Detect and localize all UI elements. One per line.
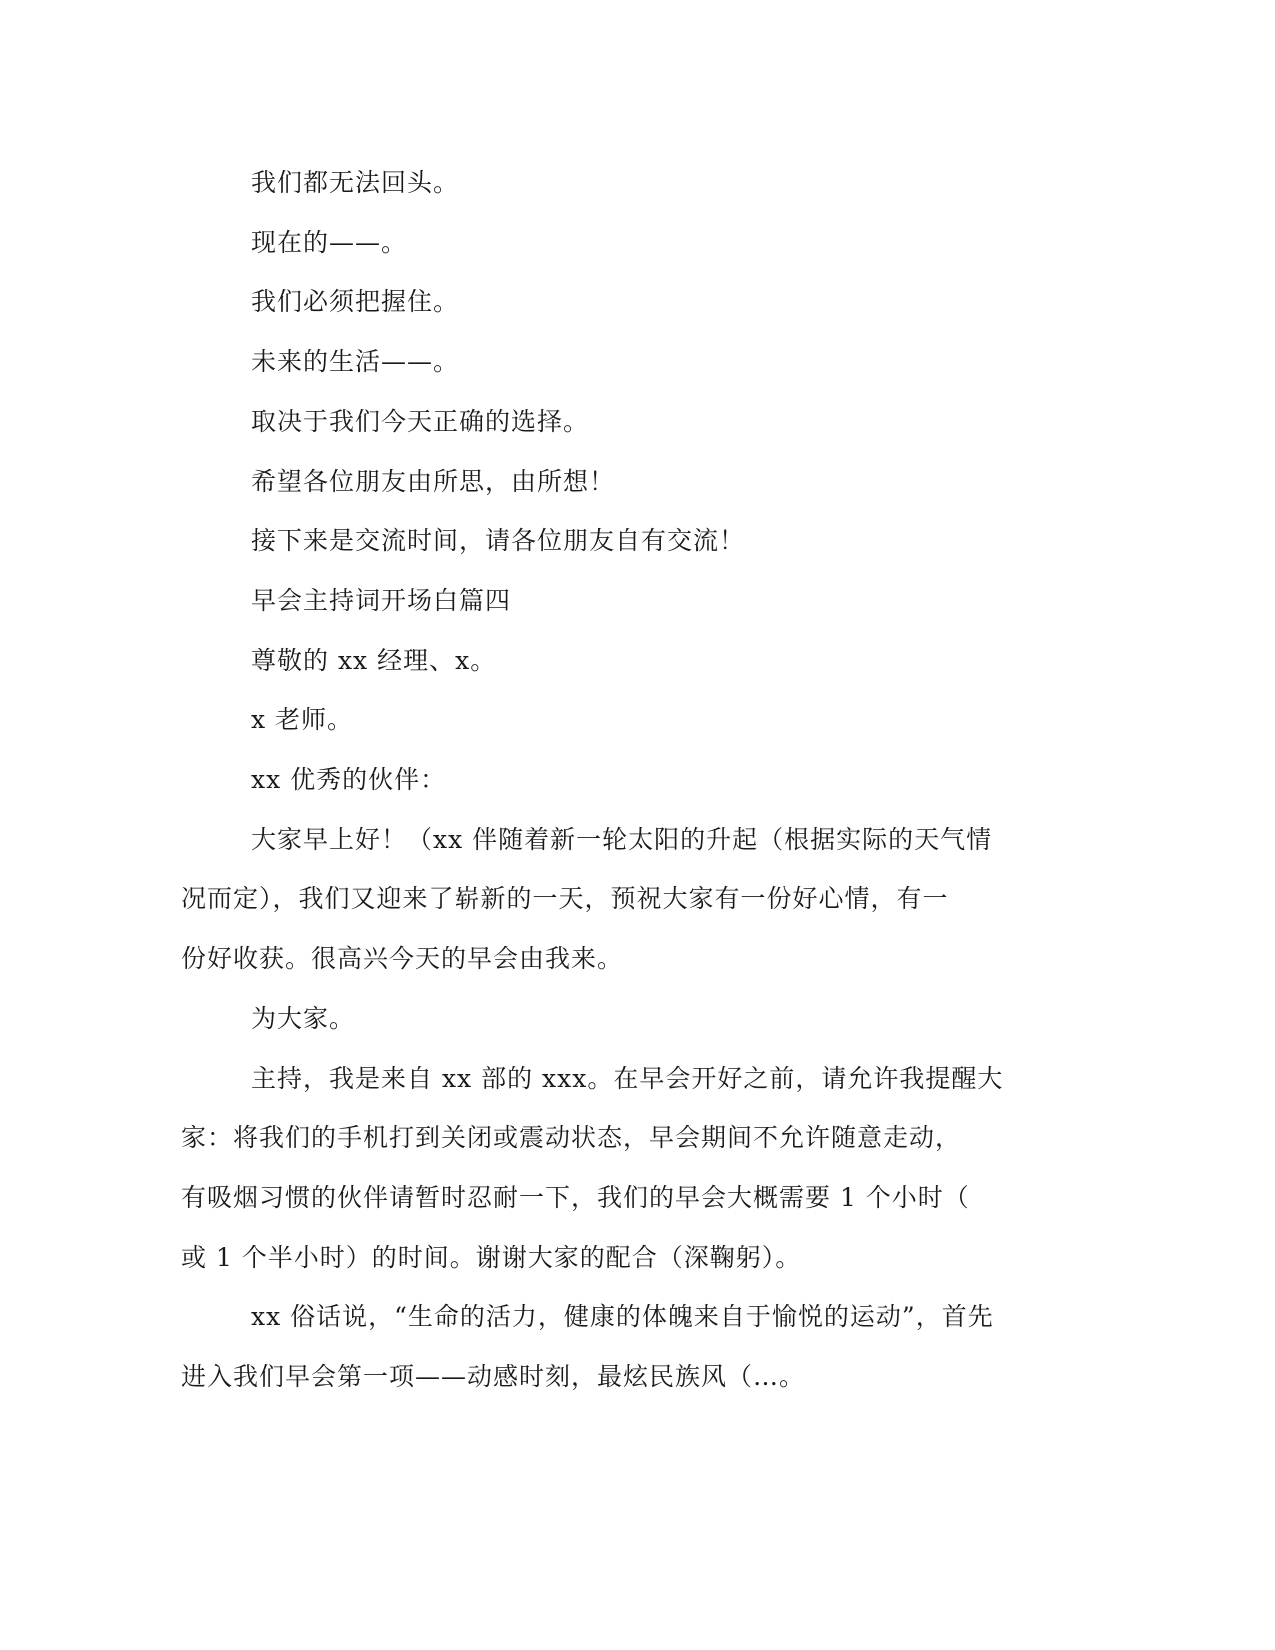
paragraph-line: 有吸烟习惯的伙伴请暂时忍耐一下，我们的早会大概需要 1 个小时（ — [181, 1182, 970, 1212]
paragraph-line: 或 1 个半小时）的时间。谢谢大家的配合（深鞠躬）。 — [181, 1242, 802, 1272]
paragraph-line: 份好收获。很高兴今天的早会由我来。 — [181, 944, 624, 974]
text-line: 取决于我们今天正确的选择。 — [251, 406, 590, 436]
text-line: 我们都无法回头。 — [251, 168, 460, 197]
text-line: 尊敬的 xx 经理、x。 — [251, 645, 497, 675]
paragraph-line: 主持，我是来自 xx 部的 xxx。在早会开好之前，请允许我提醒大 — [251, 1063, 1004, 1093]
text-line: 接下来是交流时间，请各位朋友自有交流！ — [251, 526, 746, 556]
text-line: 现在的——。 — [251, 227, 408, 257]
text-line: 为大家。 — [251, 1003, 356, 1033]
paragraph-line: 大家早上好！（xx 伴随着新一轮太阳的升起（根据实际的天气情 — [251, 824, 993, 854]
text-line: 我们必须把握住。 — [251, 287, 460, 317]
text-line: 未来的生活——。 — [251, 347, 460, 377]
section-heading: 早会主持词开场白篇四 — [251, 585, 512, 615]
paragraph-line: 家：将我们的手机打到关闭或震动状态，早会期间不允许随意走动， — [181, 1123, 962, 1153]
paragraph-line: xx 俗话说，“生命的活力，健康的体魄来自于愉悦的运动”，首先 — [251, 1302, 994, 1332]
text-line: 希望各位朋友由所思，由所想！ — [251, 466, 616, 496]
paragraph-line: 况而定），我们又迎来了崭新的一天，预祝大家有一份好心情，有一 — [181, 884, 949, 914]
paragraph-line: 进入我们早会第一项——动感时刻，最炫民族风（…。 — [181, 1362, 806, 1392]
document-body — [181, 153, 1041, 1407]
text-line: xx 优秀的伙伴： — [251, 765, 447, 795]
text-line: x 老师。 — [251, 705, 354, 735]
